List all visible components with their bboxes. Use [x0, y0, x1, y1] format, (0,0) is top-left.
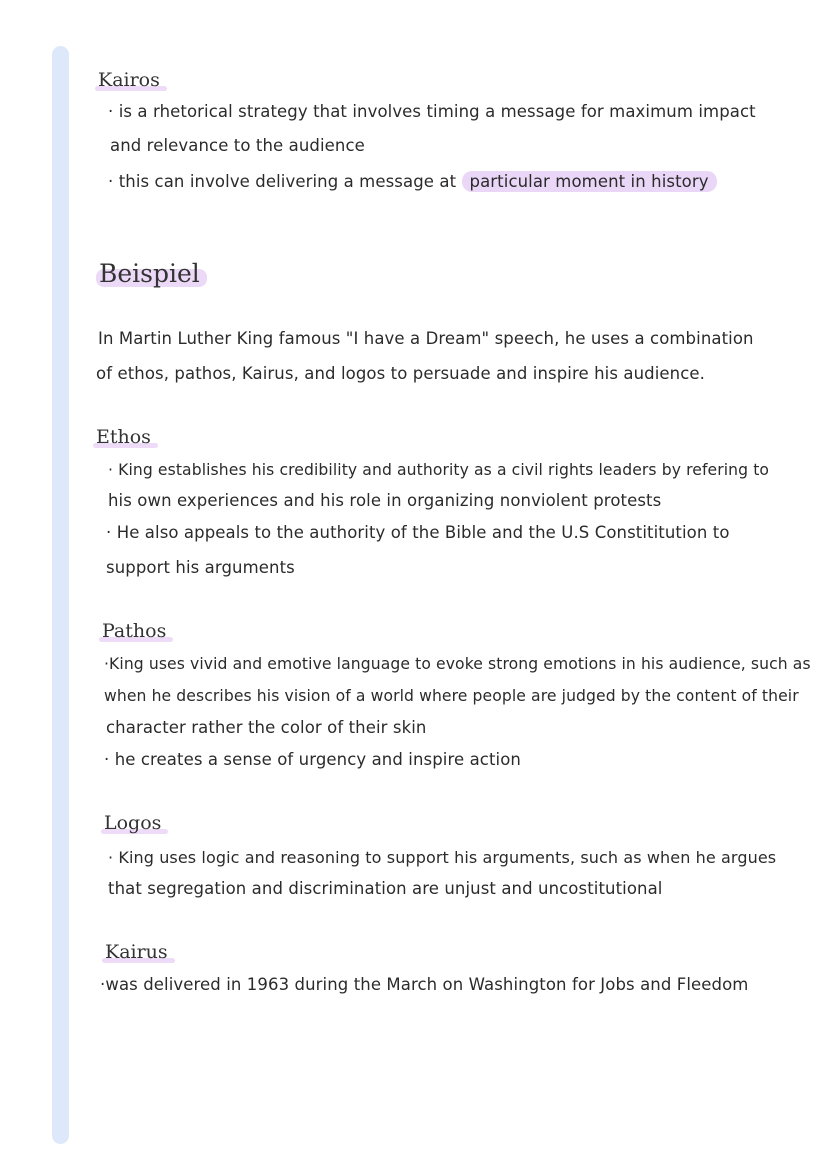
text-line: · he creates a sense of urgency and inspire action: [104, 750, 521, 769]
text-line: when he describes his vision of a world where people are judged by the content of their: [104, 687, 799, 705]
text-line: · is a rhetorical strategy that involves timing a message for maximum impact: [108, 102, 756, 121]
text-line: of ethos, pathos, Kairus, and logos to persuade and inspire his audience.: [96, 364, 705, 383]
text-line: that segregation and discrimination are unjust and uncostitutional: [108, 879, 663, 898]
heading-kairus: Kairus: [102, 940, 175, 964]
text-line: ·was delivered in 1963 during the March on Washington for Jobs and Fleedom: [100, 975, 749, 994]
text-line: ·King uses vivid and emotive language to evoke strong emotions in his audience, such as: [104, 655, 811, 673]
text-line: · King establishes his credibility and authority as a civil rights leaders by refering to: [108, 461, 770, 479]
text-line: [108, 170, 717, 194]
text-line-start: · this can involve delivering a message at: [108, 172, 462, 191]
text-line: In Martin Luther King famous "I have a Dream" speech, he uses a combination: [98, 329, 754, 348]
heading-beispiel: Beispiel: [96, 258, 207, 290]
heading-pathos: Pathos: [99, 619, 173, 643]
highlighted-phrase: particular moment in history: [462, 171, 717, 192]
heading-logos: Logos: [101, 811, 168, 835]
margin-bar: [52, 46, 69, 1144]
text-line: and relevance to the audience: [110, 136, 365, 155]
text-line: his own experiences and his role in organizing nonviolent protests: [108, 491, 662, 510]
text-line: support his arguments: [106, 558, 295, 577]
heading-kairos: Kairos: [95, 68, 167, 92]
text-line: character rather the color of their skin: [106, 718, 427, 737]
text-line: · He also appeals to the authority of the Bible and the U.S Constititution to: [106, 523, 730, 542]
heading-ethos: Ethos: [93, 425, 158, 449]
text-line: · King uses logic and reasoning to support his arguments, such as when he argues: [108, 848, 777, 867]
